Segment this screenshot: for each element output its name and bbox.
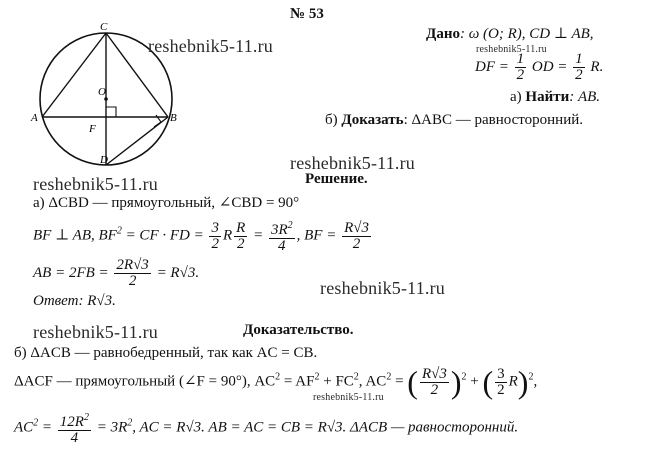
fraction-half: $\frac{1}{2}$ xyxy=(575,51,583,83)
watermark: reshebnik5-11.ru xyxy=(320,278,445,298)
find-value: : AB. xyxy=(569,89,601,105)
solution-ab-line: AB = 2FB = $\frac{2R√3}{2}$ = R√3. xyxy=(33,257,200,289)
prove-value: : ΔABC — равносторонний. xyxy=(403,112,583,128)
answer-label: Ответ xyxy=(33,293,79,309)
given-df: DF = xyxy=(475,58,509,75)
solution-line-a: а) ΔCBD — прямоугольный, ∠CBD = 90° xyxy=(33,195,300,211)
label-c: C xyxy=(100,22,108,33)
given-line-1 xyxy=(426,24,594,43)
label-o: O xyxy=(98,86,106,98)
label-b: B xyxy=(170,112,177,124)
watermark: reshebnik5-11.ru xyxy=(148,36,273,56)
given-od: OD = xyxy=(531,58,568,75)
label-f: F xyxy=(89,123,96,135)
answer-line xyxy=(33,293,116,310)
problem-number: № 53 xyxy=(290,6,324,22)
prove-label: Доказать xyxy=(341,112,404,128)
right-angle-f xyxy=(106,107,116,117)
find-label: Найти xyxy=(525,89,570,105)
watermark: reshebnik5-11.ru xyxy=(476,44,547,55)
given-r: R. xyxy=(590,58,604,75)
proof-line-b: б) ΔACB — равнобедренный, так как AC = CB. xyxy=(14,345,318,361)
proof-final-line: $AC^2$ = $\frac{12R^2}{4}$ = $3R^2$, AC = R√3. AB = AC = CB = R√3. ΔACB — равносторонний. xyxy=(14,412,519,446)
segment-ca xyxy=(42,33,106,117)
given-label: Дано xyxy=(426,26,460,42)
prove-line: б) Доказать: ΔABC — равносторонний. xyxy=(325,112,583,128)
label-a: A xyxy=(31,112,38,124)
answer-value: : R√3. xyxy=(78,293,116,309)
watermark: reshebnik5-11.ru xyxy=(33,174,158,194)
proof-heading: Доказательство. xyxy=(243,322,354,338)
watermark: reshebnik5-11.ru xyxy=(33,322,158,342)
find-line: а) Найти: AB. xyxy=(510,89,601,105)
label-d: D xyxy=(100,154,108,166)
watermark: reshebnik5-11.ru xyxy=(290,153,415,173)
given-line-2 xyxy=(475,52,603,83)
given-text: : ω (O; R), CD ⊥ AB, xyxy=(459,26,594,42)
solution-bf-line: BF ⊥ AB, $BF^2$ = CF · FD = $\frac{3}{2}$ R $\frac{R}{2}$ = $\frac{3R^2}{4}$ , BF = $\frac{R√3}{2}$ xyxy=(33,219,369,254)
watermark: reshebnik5-11.ru xyxy=(313,392,384,403)
solution-heading: Решение. xyxy=(305,171,368,187)
proof-acf-line: ΔACF — прямоугольный (∠F = 90°), $AC^2 = AF^2 + FC^2$, $AC^2$ = ( $\frac{R√3}{2}$ )$^2$ + ( $\frac{3}{2}$ R)$^2$, xyxy=(14,364,538,400)
fraction-half: $\frac{1}{2}$ xyxy=(516,51,525,83)
